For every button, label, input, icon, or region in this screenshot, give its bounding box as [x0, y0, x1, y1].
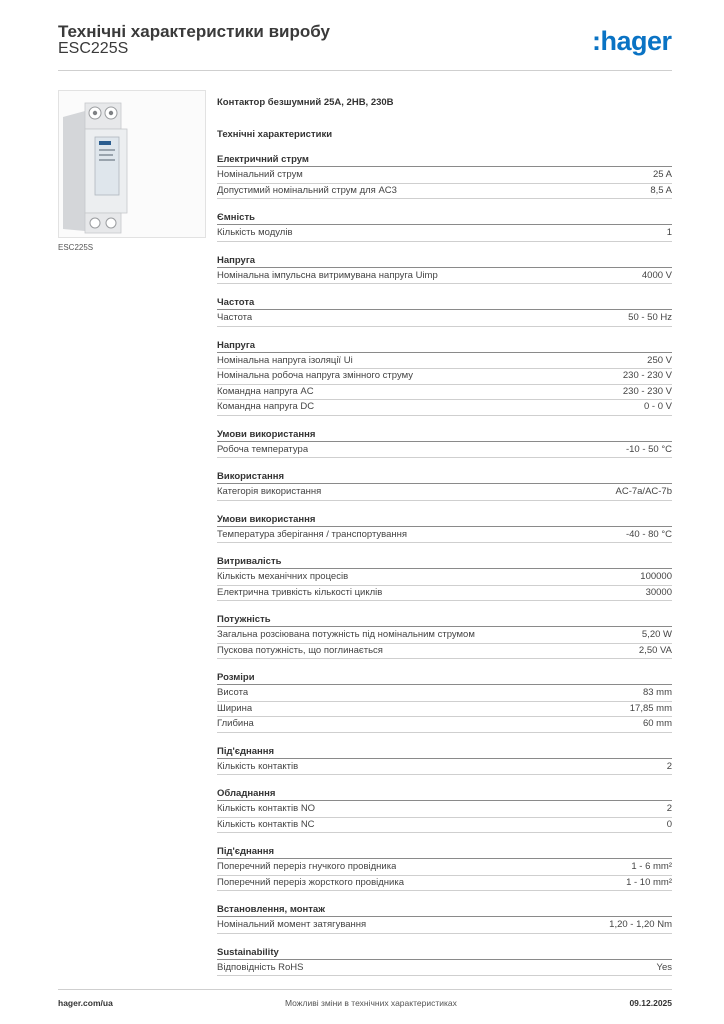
- spec-value: -40 - 80 °C: [625, 528, 672, 540]
- spec-value: 0 - 0 V: [644, 401, 672, 412]
- section-heading: Під'єднання: [217, 745, 672, 759]
- spec-section: [217, 428, 672, 459]
- spec-row: [217, 702, 672, 718]
- section-heading: Витривалість: [217, 555, 672, 569]
- product-image: [58, 90, 206, 238]
- spec-row: [217, 269, 672, 285]
- spec-value: 83 mm: [642, 687, 672, 698]
- spec-section: [217, 613, 672, 659]
- spec-row: [217, 184, 672, 200]
- spec-section: [217, 946, 672, 977]
- spec-section: [217, 339, 672, 416]
- spec-row: [217, 628, 672, 644]
- section-heading: Обладнання: [217, 787, 672, 801]
- spec-label: Командна напруга AC: [217, 385, 314, 397]
- spec-label: Номінальний момент затягування: [217, 919, 367, 930]
- spec-value: 250 V: [647, 354, 672, 366]
- spec-section: [217, 745, 672, 776]
- spec-row: [217, 860, 672, 876]
- spec-label: Частота: [217, 312, 253, 323]
- spec-section: [217, 845, 672, 891]
- spec-row: [217, 918, 672, 934]
- spec-value: 25 A: [652, 169, 672, 180]
- spec-label: Номінальна імпульсна витримувана напруга Uimp: [217, 269, 438, 281]
- section-heading: Sustainability: [217, 946, 672, 960]
- spec-value: 1 - 6 mm²: [631, 861, 672, 872]
- spec-label: Ширина: [217, 702, 253, 714]
- spec-row: [217, 354, 672, 370]
- spec-row: [217, 961, 672, 977]
- spec-label: Командна напруга DC: [217, 401, 315, 412]
- section-heading: Напруга: [217, 339, 672, 353]
- spec-label: Електрична тривкість кількості циклів: [217, 586, 383, 598]
- spec-value: 50 - 50 Hz: [628, 312, 672, 323]
- section-heading: Електричний струм: [217, 153, 672, 167]
- footer-date: 09.12.2025: [629, 998, 672, 1008]
- spec-section: [217, 513, 672, 544]
- contactor-illustration: [59, 91, 205, 237]
- product-description: Контактор безшумний 25А, 2НВ, 230В: [217, 97, 394, 108]
- spec-value: 1,20 - 1,20 Nm: [609, 919, 672, 930]
- spec-row: [217, 369, 672, 385]
- spec-row: [217, 168, 672, 184]
- spec-section: [217, 555, 672, 601]
- product-code: ESC225S: [58, 40, 129, 57]
- spec-value: Yes: [656, 961, 672, 973]
- spec-section: [217, 296, 672, 327]
- footer-disclaimer: Можливі зміни в технічних характеристиках: [285, 998, 457, 1008]
- spec-label: Відповідність RoHS: [217, 961, 304, 973]
- spec-row: [217, 644, 672, 660]
- spec-row: [217, 818, 672, 834]
- spec-value: 5,20 W: [641, 629, 672, 640]
- spec-row: [217, 686, 672, 702]
- spec-value: 8,5 A: [650, 184, 672, 196]
- spec-label: Поперечний переріз жорсткого провідника: [217, 876, 404, 888]
- section-heading: Ємність: [217, 211, 672, 225]
- spec-row: [217, 876, 672, 892]
- spec-value: 30000: [645, 586, 672, 598]
- spec-section: [217, 254, 672, 285]
- section-heading: Під'єднання: [217, 845, 672, 859]
- spec-value: 2: [666, 803, 672, 814]
- hager-logo: :hager: [592, 26, 672, 56]
- spec-label: Допустимий номінальний струм для AC3: [217, 184, 397, 196]
- spec-sheet: [217, 96, 672, 976]
- spec-value: 230 - 230 V: [622, 385, 672, 397]
- section-heading: Умови використання: [217, 428, 672, 442]
- spec-row: [217, 385, 672, 401]
- spec-value: 0: [666, 818, 672, 830]
- spec-value: 1: [666, 227, 672, 238]
- spec-section: [217, 153, 672, 199]
- spec-label: Висота: [217, 687, 249, 698]
- spec-row: [217, 443, 672, 459]
- spec-label: Номінальна напруга ізоляції Ui: [217, 354, 353, 366]
- spec-section: [217, 903, 672, 934]
- spec-value: AC-7a/AC-7b: [615, 486, 672, 497]
- spec-row: [217, 311, 672, 327]
- spec-value: 4000 V: [641, 269, 672, 281]
- spec-label: Категорія використання: [217, 486, 322, 497]
- section-heading: Умови використання: [217, 513, 672, 527]
- spec-label: Температура зберігання / транспортування: [217, 528, 408, 540]
- section-heading: Встановлення, монтаж: [217, 903, 672, 917]
- spec-row: [217, 528, 672, 544]
- spec-row: [217, 226, 672, 242]
- spec-label: Кількість механічних процесів: [217, 571, 349, 582]
- spec-row: [217, 760, 672, 776]
- spec-label: Кількість контактів NC: [217, 818, 315, 830]
- footer-divider: [58, 989, 672, 990]
- spec-section: [217, 671, 672, 733]
- section-heading: Напруга: [217, 254, 672, 268]
- spec-label: Номінальна робоча напруга змінного струму: [217, 370, 413, 381]
- page-title: Технічні характеристики виробу: [58, 22, 330, 41]
- spec-section: [217, 211, 672, 242]
- spec-sections: [217, 153, 672, 976]
- spec-label: Глибина: [217, 718, 254, 729]
- spec-row: [217, 400, 672, 416]
- spec-row: [217, 586, 672, 602]
- header-divider: [58, 70, 672, 71]
- spec-row: [217, 570, 672, 586]
- spec-label: Кількість контактів: [217, 760, 299, 772]
- spec-value: -10 - 50 °C: [625, 443, 672, 455]
- spec-value: 1 - 10 mm²: [626, 876, 672, 888]
- spec-label: Кількість модулів: [217, 227, 293, 238]
- spec-section: [217, 787, 672, 833]
- section-heading: Частота: [217, 296, 672, 310]
- section-heading: Розміри: [217, 671, 672, 685]
- spec-value: 2,50 VA: [638, 644, 672, 656]
- spec-row: [217, 802, 672, 818]
- spec-label: Кількість контактів NO: [217, 803, 316, 814]
- spec-value: 17,85 mm: [629, 702, 672, 714]
- spec-row: [217, 717, 672, 733]
- spec-section: [217, 470, 672, 501]
- spec-label: Номінальний струм: [217, 169, 303, 180]
- spec-row: [217, 485, 672, 501]
- image-caption: ESC225S: [58, 243, 94, 252]
- spec-label: Пускова потужність, що поглинається: [217, 644, 383, 656]
- section-heading: Використання: [217, 470, 672, 484]
- spec-label: Робоча температура: [217, 443, 309, 455]
- spec-label: Загальна розсіювана потужність під номінальним струмом: [217, 629, 475, 640]
- spec-label: Поперечний переріз гнучкого провідника: [217, 861, 397, 872]
- spec-title: Технічні характеристики: [217, 129, 333, 140]
- spec-value: 230 - 230 V: [622, 370, 672, 381]
- spec-value: 2: [666, 760, 672, 772]
- spec-value: 100000: [640, 571, 672, 582]
- footer-website: hager.com/ua: [58, 998, 113, 1008]
- spec-value: 60 mm: [642, 718, 672, 729]
- section-heading: Потужність: [217, 613, 672, 627]
